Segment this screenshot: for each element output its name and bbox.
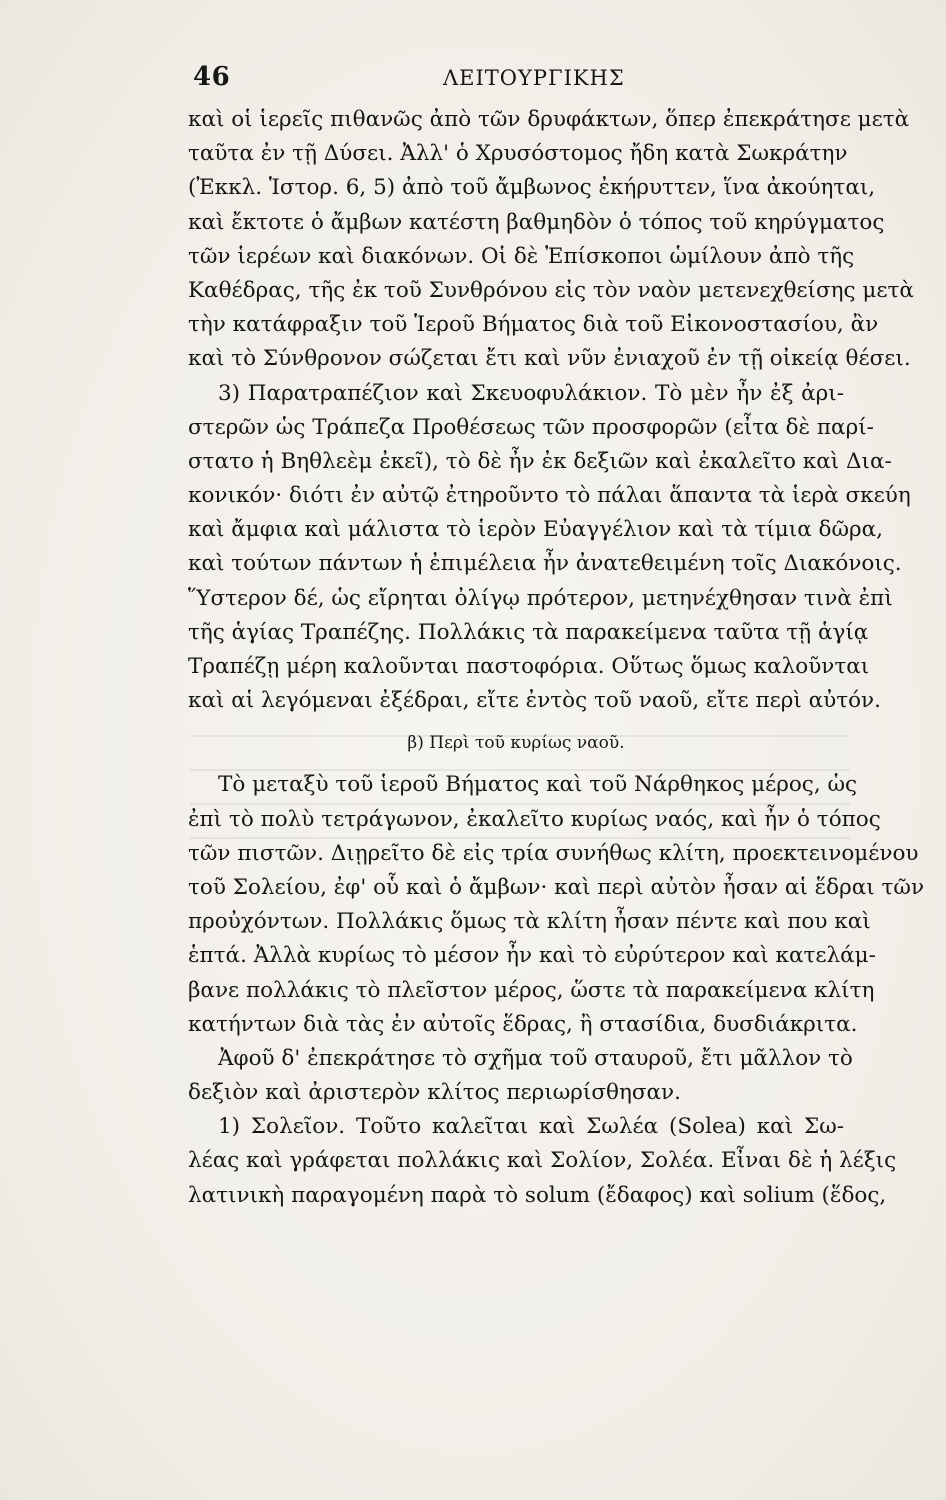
text-line: προὐχόντων. Πολλάκις ὅμως τὰ κλίτη ἦσαν πέντε καὶ που καὶ — [188, 909, 871, 935]
text-line: καὶ αἱ λεγόμεναι ἐξέδραι, εἴτε ἐντὸς τοῦ ναοῦ, εἴτε περὶ αὐτόν. — [188, 688, 881, 714]
text-line: Τὸ μεταξὺ τοῦ ἱεροῦ Βήματος καὶ τοῦ Νάρθηκος μέρος, ὡς — [218, 772, 858, 798]
text-line: καὶ ἔκτοτε ὁ ἄμβων κατέστη βαθμηδὸν ὁ τόπος τοῦ κηρύγματος — [188, 209, 885, 235]
text-line: καὶ τούτων πάντων ἡ ἐπιμέλεια ἦν ἀνατεθειμένη τοῖς Διακόνοις. — [188, 551, 902, 577]
text-line: καὶ τὸ Σύνθρονον σώζεται ἔτι καὶ νῦν ἐνιαχοῦ ἐν τῇ οἰκείᾳ θέσει. — [188, 346, 911, 372]
text-line: (Ἐκκλ. Ἱστορ. 6, 5) ἀπὸ τοῦ ἄμβωνος ἐκήρυττεν, ἵνα ἀκούηται, — [188, 175, 876, 201]
text-line: Τραπέζῃ μέρη καλοῦνται παστοφόρια. Οὕτως ὅμως καλοῦνται — [188, 654, 870, 679]
text-line: τῶν πιστῶν. Διῃρεῖτο δὲ εἰς τρία συνήθως κλίτη, προεκτεινομένου — [188, 840, 919, 866]
text-line: ταῦτα ἐν τῇ Δύσει. Ἀλλ' ὁ Χρυσόστομος ἤδη κατὰ Σωκράτην — [188, 141, 848, 167]
text-line: ἐπὶ τὸ πολὺ τετράγωνον, ἐκαλεῖτο κυρίως ναός, καὶ ἦν ὁ τόπος — [188, 806, 881, 832]
text-line: λέας καὶ γράφεται πολλάκις καὶ Σολίον, Σολέα. Εἶναι δὲ ἡ λέξις — [188, 1148, 897, 1174]
text-line: ἑπτά. Ἀλλὰ κυρίως τὸ μέσον ἦν καὶ τὸ εὐρύτερον καὶ κατελάμ- — [188, 943, 876, 969]
text-line: Ὕστερον δέ, ὡς εἴρηται ὀλίγῳ πρότερον, μετηνέχθησαν τινὰ ἐπὶ — [188, 585, 893, 611]
text-line: τῆς ἁγίας Τραπέζης. Πολλάκις τὰ παρακείμενα ταῦτα τῇ ἁγίᾳ — [188, 619, 869, 645]
text-line: στατο ἡ Βηθλεὲμ ἐκεῖ), τὸ δὲ ἦν ἐκ δεξιῶν καὶ ἐκαλεῖτο καὶ Δια- — [188, 448, 892, 474]
page-header — [0, 62, 946, 102]
text-line: κονικόν· διότι ἐν αὐτῷ ἐτηροῦντο τὸ πάλαι ἅπαντα τὰ ἱερὰ σκεύη — [188, 483, 911, 509]
text-line: λατινικὴ παραγομένη παρὰ τὸ solum (ἔδαφος) καὶ solium (ἕδος, — [188, 1182, 887, 1208]
text-line: Καθέδρας, τῆς ἐκ τοῦ Συνθρόνου εἰς τὸν ναὸν μετενεχθείσης μετὰ — [188, 277, 914, 303]
text-line: τῶν ἱερέων καὶ διακόνων. Οἱ δὲ Ἐπίσκοποι ὡμίλουν ἀπὸ τῆς — [188, 243, 855, 269]
text-line: κατήντων διὰ τὰς ἐν αὐτοῖς ἕδρας, ἢ στασίδια, δυσδιάκριτα. — [188, 1011, 858, 1037]
text-line: τὴν κατάφραξιν τοῦ Ἱεροῦ Βήματος διὰ τοῦ Εἰκονοστασίου, ἂν — [188, 312, 879, 338]
text-line: τοῦ Σολείου, ἐφ' οὗ καὶ ὁ ἄμβων· καὶ περὶ αὐτὸν ἦσαν αἱ ἕδραι τῶν — [188, 874, 925, 900]
section-heading: β) Περὶ τοῦ κυρίως ναοῦ. — [407, 733, 625, 754]
text-line: 3) Παρατραπέζιον καὶ Σκευοφυλάκιον. Τὸ μὲν ἦν ἐξ ἀρι- — [218, 380, 844, 406]
text-line: καὶ οἱ ἱερεῖς πιθανῶς ἀπὸ τῶν δρυφάκτων, ὅπερ ἐπεκράτησε μετὰ — [188, 107, 910, 132]
running-title: ΛΕΙΤΟΥΡΓΙΚΗΣ — [443, 66, 625, 90]
page-number: 46 — [193, 62, 231, 92]
text-line: 1) Σολεῖον. Τοῦτο καλεῖται καὶ Σωλέα (Solea) καὶ Σω- — [218, 1114, 844, 1140]
text-line: στερῶν ὡς Τράπεζα Προθέσεως τῶν προσφορῶν (εἶτα δὲ παρί- — [188, 414, 874, 440]
text-line: δεξιὸν καὶ ἀριστερὸν κλίτος περιωρίσθησαν. — [188, 1080, 681, 1106]
text-line: καὶ ἄμφια καὶ μάλιστα τὸ ἱερὸν Εὐαγγέλιον καὶ τὰ τίμια δῶρα, — [188, 517, 884, 543]
body-text — [188, 103, 925, 1213]
text-line: βανε πολλάκις τὸ πλεῖστον μέρος, ὥστε τὰ παρακείμενα κλίτη — [188, 977, 875, 1003]
text-line: Ἀφοῦ δ' ἐπεκράτησε τὸ σχῆμα τοῦ σταυροῦ, ἔτι μᾶλλον τὸ — [218, 1045, 853, 1071]
